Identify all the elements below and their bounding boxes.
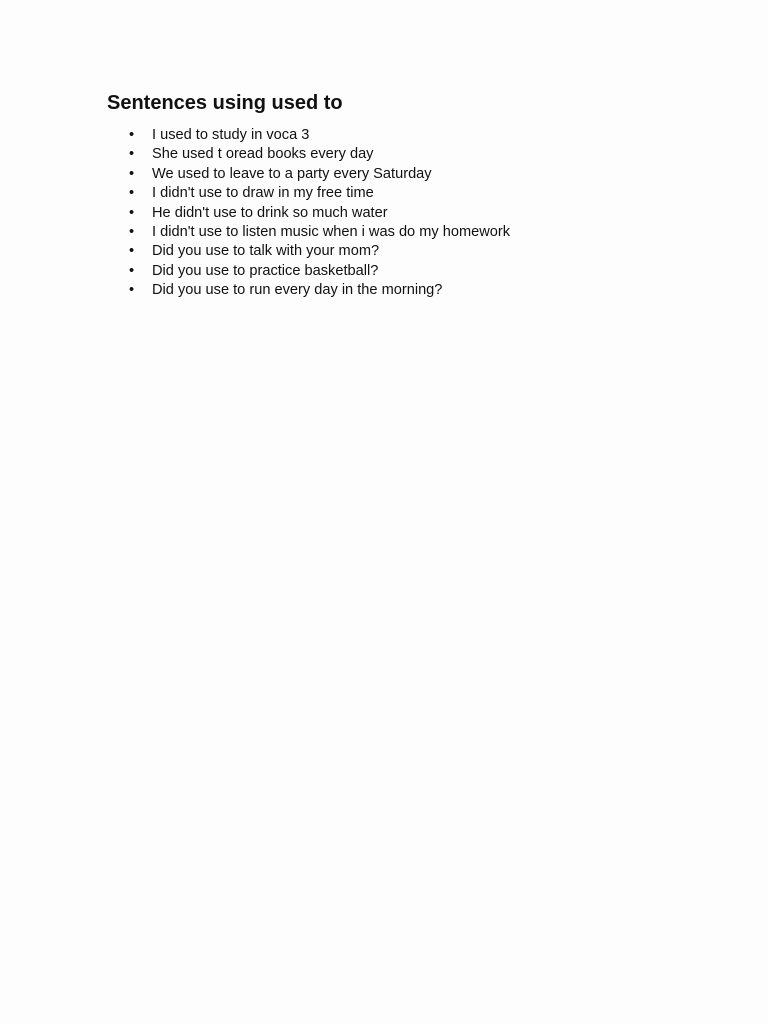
bullet-icon: • xyxy=(129,282,135,299)
bullet-icon: • xyxy=(129,146,135,163)
sentence-text: We used to leave to a party every Saturday xyxy=(152,165,432,182)
sentence-text: Did you use to practice basketball? xyxy=(152,262,379,279)
bullet-icon: • xyxy=(129,204,135,221)
sentence-text: I didn't use to listen music when i was do my homework xyxy=(152,223,511,240)
list-item xyxy=(107,204,510,223)
list-item xyxy=(107,184,510,203)
bullet-icon: • xyxy=(129,127,135,143)
list-item xyxy=(107,165,510,184)
sentence-text: I used to study in voca 3 xyxy=(152,127,310,143)
list-item xyxy=(107,145,510,164)
document-title: Sentences using used to xyxy=(107,92,343,114)
sentence-text: Did you use to talk with your mom? xyxy=(152,243,380,260)
bullet-icon: • xyxy=(129,165,135,182)
list-item xyxy=(107,281,510,300)
sentence-text: I didn't use to draw in my free time xyxy=(152,185,374,202)
bullet-icon: • xyxy=(129,243,135,260)
list-item xyxy=(107,126,510,145)
list-item xyxy=(107,242,510,261)
sentence-list xyxy=(107,126,510,301)
bullet-icon: • xyxy=(129,262,135,279)
sentence-text: Did you use to run every day in the morning? xyxy=(152,282,443,299)
list-item xyxy=(107,262,510,281)
sentence-text: She used t oread books every day xyxy=(152,146,374,163)
list-item xyxy=(107,223,510,242)
bullet-icon: • xyxy=(129,185,135,202)
bullet-icon: • xyxy=(129,223,135,240)
sentence-text: He didn't use to drink so much water xyxy=(152,204,388,221)
